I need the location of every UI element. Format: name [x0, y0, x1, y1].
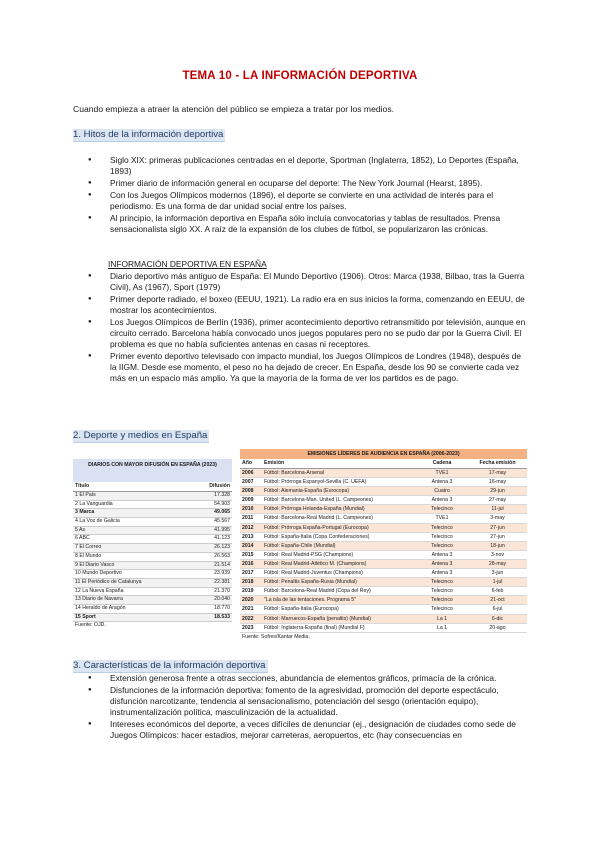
channel-cell: Antena 3: [431, 570, 453, 577]
emission-cell: Fútbol: Real Madrid-Juventus (Champions): [264, 570, 363, 577]
circulation-value: 41.123: [214, 535, 230, 542]
emission-cell: Fútbol: Alemania-España (Eurocopa): [264, 488, 350, 495]
table-row: [240, 615, 527, 624]
year-cell: 2011: [242, 515, 254, 522]
section-1-bullet-list: [88, 155, 528, 236]
table-body: [240, 469, 527, 633]
channel-cell: Telecinco: [431, 606, 453, 613]
table-row: [240, 487, 527, 496]
date-cell: 16-may: [488, 479, 507, 486]
date-cell: 6-jul: [492, 606, 503, 613]
emission-cell: Fútbol: Prórroga España-Portugal (Eurocopa): [264, 524, 369, 531]
year-cell: 2010: [242, 506, 254, 513]
newspaper-circulation-table: [73, 459, 232, 638]
newspaper-title: 6 ABC: [75, 535, 90, 542]
date-cell: 6-feb: [491, 588, 504, 595]
newspaper-title: 11 El Periódico de Catalunya: [75, 578, 142, 585]
year-cell: 2008: [242, 488, 254, 495]
table-row: [240, 596, 527, 605]
channel-cell: TVE1: [435, 515, 449, 522]
year-cell: 2019: [242, 588, 254, 595]
circulation-value: 21.370: [214, 587, 230, 594]
newspaper-title: 7 El Correo: [75, 544, 102, 551]
list-item: ● Extensión generosa frente a otras secciones, abundancia de elementos gráficos, primacía de la crónica.: [88, 673, 528, 684]
date-cell: 28-may: [488, 560, 507, 567]
circulation-value: 21.514: [214, 561, 230, 568]
table-row: [240, 560, 527, 569]
emission-cell: Fútbol: Prórroga Espanyol-Sevilla (C. UEFA): [264, 479, 367, 486]
year-cell: 2018: [242, 579, 254, 586]
list-item: ● Intereses económicos del deporte, a veces difíciles de denunciar (ej., designación de ciudades como sede de Juegos Olímpicos: hacer estadios, mejorar carreteras, aeropuertos, etc (hay consecuencias en: [88, 719, 528, 741]
date-cell: 27-jun: [490, 533, 505, 540]
header-emission: Emisión: [264, 460, 285, 466]
channel-cell: Telecinco: [431, 533, 453, 540]
emission-cell: Fútbol: España-Italia (Eurocopa): [264, 606, 339, 613]
channel-cell: Telecinco: [431, 579, 453, 586]
table-header: [73, 482, 232, 492]
emission-cell: Fútbol: Barcelona-Man. United (L. Campeones): [264, 497, 373, 504]
date-cell: 17-may: [488, 470, 507, 476]
date-cell: 11-jul: [491, 506, 504, 513]
channel-cell: Cuatro: [434, 488, 450, 495]
circulation-value: 26.563: [214, 552, 230, 559]
table-row: [240, 542, 527, 551]
newspaper-title: 14 Heraldo de Aragón: [75, 604, 126, 611]
year-cell: 2016: [242, 560, 254, 567]
newspaper-title: 8 El Mundo: [75, 552, 102, 559]
circulation-value: 22.381: [214, 578, 230, 585]
table-row: [73, 562, 232, 571]
table-row: [240, 551, 527, 560]
year-cell: 2013: [242, 533, 254, 540]
table-row: [73, 509, 232, 518]
emission-cell: Fútbol: Inglaterra-España (final) (Mundial F): [264, 624, 365, 631]
table-row: [240, 524, 527, 533]
circulation-value: 41.995: [214, 526, 230, 533]
table-caption: DIARIOS CON MAYOR DIFUSIÓN EN ESPAÑA (2023): [73, 459, 232, 482]
year-cell: 2022: [242, 615, 254, 622]
section-3-heading: 3. Características de la información deportiva: [73, 660, 266, 671]
table-row: [240, 569, 527, 578]
newspaper-title: 13 Diario de Navarra: [75, 596, 123, 603]
header-circulation: Difusión: [209, 483, 230, 489]
table-row: [73, 544, 232, 553]
date-cell: 20-ago: [489, 624, 506, 631]
year-cell: 2009: [242, 497, 254, 504]
emission-cell: Fútbol: España-Italia (Copa Confederaciones): [264, 533, 370, 540]
emission-cell: Fútbol: España-Chile (Mundial): [264, 542, 336, 549]
spain-bullet-list: [88, 271, 528, 385]
channel-cell: La 1: [436, 624, 448, 631]
channel-cell: Telecinco: [431, 506, 453, 513]
channel-cell: Telecinco: [431, 597, 453, 604]
emission-cell: Fútbol: Penaltis España-Rusia (Mundial): [264, 579, 357, 586]
emission-cell: Fútbol: Barcelona-Real Madrid (L. Campeones): [264, 515, 373, 522]
date-cell: 27-jun: [490, 524, 505, 531]
list-item: ● Siglo XIX: primeras publicaciones centradas en el deporte, Sportman (Inglaterra, 1852), Lo Deportes (España, 1893): [88, 155, 528, 177]
channel-cell: Telecinco: [431, 524, 453, 531]
emission-cell: Fútbol: Barcelona-Arsenal: [264, 470, 324, 476]
table-row: [73, 535, 232, 544]
emission-cell: Fútbol: Real Madrid-Atlético M. (Champions): [264, 560, 367, 567]
table-row: [73, 518, 232, 527]
section-2-heading: 2. Deporte y medios en España: [73, 430, 208, 441]
date-cell: 27-may: [488, 497, 507, 504]
newspaper-title: 2 La Vanguardia: [75, 500, 113, 507]
channel-cell: TVE1: [435, 470, 449, 476]
section-1-heading: 1. Hitos de la información deportiva: [73, 129, 224, 140]
table-row: [240, 578, 527, 587]
year-cell: 2017: [242, 570, 254, 577]
list-item: ● Los Juegos Olímpicos de Berlín (1936), primer acontecimiento deportivo retransmitido por televisión, aunque en circuito cerrado. Barcelona había convocado unos juegos populares pero no se pudo dar por la Guerra Civil. El problema es que no había suficientes antenas en casas ni receptores.: [88, 317, 528, 350]
circulation-value: 49.065: [214, 509, 230, 516]
emission-cell: Fútbol: Prórroga Holanda-España (Mundial): [264, 506, 365, 513]
table-row: [240, 496, 527, 505]
date-cell: 3-jun: [491, 570, 504, 577]
year-cell: 2023: [242, 624, 254, 631]
table-row: [73, 614, 232, 623]
page-title: TEMA 10 - LA INFORMACIÓN DEPORTIVA: [182, 70, 418, 82]
subheading-spain: INFORMACIÓN DEPORTIVA EN ESPAÑA: [108, 259, 267, 269]
newspaper-title: 9 El Diario Vasco: [75, 561, 115, 568]
date-cell: 3-nov: [491, 551, 504, 558]
channel-cell: Telecinco: [431, 588, 453, 595]
table-row: [73, 605, 232, 614]
header-year: Año: [242, 460, 253, 466]
table-caption: EMISIONES LÍDERES DE AUDIENCIA EN ESPAÑA (2006-2023): [240, 449, 527, 459]
table-header: [240, 459, 527, 469]
table-row: [73, 527, 232, 536]
newspaper-title: 10 Mundo Deportivo: [75, 570, 122, 577]
newspaper-title: 4 La Voz de Galicia: [75, 518, 120, 525]
intro-paragraph: Cuando empieza a atraer la atención del público se empieza a tratar por los medios.: [73, 104, 395, 114]
list-item: ● Primer deporte radiado, el boxeo (EEUU, 1921). La radio era en sus inicios la forma, comenzando en EEUU, de mostrar los acontecimientos.: [88, 294, 528, 316]
table-row: [240, 478, 527, 487]
channel-cell: Telecinco: [431, 542, 453, 549]
year-cell: 2020: [242, 597, 254, 604]
date-cell: 1-jul: [492, 579, 503, 586]
channel-cell: Antena 3: [431, 551, 453, 558]
table-row: [240, 624, 527, 633]
newspaper-title: 3 Marca: [75, 509, 95, 516]
table-row: [73, 553, 232, 562]
date-cell: 6-dic: [491, 615, 504, 622]
emission-cell: Fútbol: Barcelona-Real Madrid (Copa del Rey): [264, 588, 371, 595]
header-channel: Cadena: [432, 460, 452, 466]
audience-leaders-table: [240, 449, 527, 648]
year-cell: 2014: [242, 542, 254, 549]
year-cell: 2007: [242, 479, 254, 486]
section-3-bullet-list: [88, 673, 528, 742]
channel-cell: Antena 3: [431, 497, 453, 504]
circulation-value: 45.567: [214, 518, 230, 525]
channel-cell: Antena 3: [431, 560, 453, 567]
circulation-value: 18.533: [214, 613, 230, 620]
year-cell: 2021: [242, 606, 254, 613]
date-cell: 21-oct: [490, 597, 505, 604]
circulation-value: 20.040: [214, 596, 230, 603]
table-row: [73, 596, 232, 605]
table-row: [73, 588, 232, 597]
circulation-value: 26.123: [214, 544, 230, 551]
table-row: [240, 533, 527, 542]
table-row: [73, 501, 232, 510]
newspaper-title: 12 La Nueva España: [75, 587, 124, 594]
list-item: ● Primer evento deportivo televisado con impacto mundial, los Juegos Olímpicos de Londres (1948), después de la IIGM. Desde ese momento, el peso no ha dejado de crecer. En España, desde los 90 se convierte cada vez más en un espacio más amplio. Ya que la mayoría de la forma de ver los partidos es de pago.: [88, 351, 528, 384]
date-cell: 3-may: [490, 515, 505, 522]
newspaper-title: 1 El País: [75, 492, 96, 498]
list-item: ● Primer diario de información general en ocuparse del deporte: The New York Journal (Hearst, 1895).: [88, 178, 528, 189]
newspaper-title: 5 As: [75, 526, 86, 533]
table-row: [240, 605, 527, 614]
table-row: [73, 492, 232, 501]
circulation-value: 18.770: [214, 604, 230, 611]
list-item: ● Al principio, la información deportiva en España sólo incluía convocatorias y tablas de resultados. Prensa sensacionalista siglo XX. A raíz de la expansión de los clubes de fútbol, se popularizaron las crónicas.: [88, 213, 528, 235]
table-body: [73, 492, 232, 622]
table-row: [73, 570, 232, 579]
date-cell: 29-jun: [490, 488, 505, 495]
header-date: Fecha emisión: [479, 460, 516, 466]
table-source: Fuente: OJD.: [75, 622, 106, 629]
circulation-value: 23.939: [214, 570, 230, 577]
table-row: [240, 505, 527, 514]
channel-cell: La 1: [436, 615, 448, 622]
year-cell: 2012: [242, 524, 254, 531]
circulation-value: 54.903: [214, 500, 230, 507]
list-item: ● Con los Juegos Olímpicos modernos (1896), el deporte se convierte en una actividad de interés para el periodismo. Es una forma de dar unidad social entre los países.: [88, 190, 528, 212]
table-row: [73, 579, 232, 588]
date-cell: 18-jun: [490, 542, 505, 549]
header-title: Título: [75, 483, 90, 489]
table-source: Fuente: Sofres/Kantar Media.: [242, 633, 310, 640]
year-cell: 2015: [242, 551, 254, 558]
table-row: [240, 514, 527, 523]
emission-cell: "La isla de las tentaciones. Programa 5": [264, 597, 356, 604]
list-item: ● Diario deportivo más antiguo de España: El Mundo Deportivo (1906). Otros: Marca (1938, Bilbao, tras la Guerra Civil), As (1967), Sport (1979): [88, 271, 528, 293]
channel-cell: Antena 3: [431, 479, 453, 486]
circulation-value: 17.328: [214, 492, 230, 498]
list-item: ● Disfunciones de la información deportiva: fomento de la agresividad, promoción del deporte espectáculo, disfunción narcotizante, tendencia al sensacionalismo, potenciación del sesgo (orientación equipo), instrumentalización política, masculinización de la actualidad.: [88, 685, 528, 718]
newspaper-title: 15 Sport: [75, 613, 96, 620]
emission-cell: Fútbol: Marruecos-España (penaltis) (Mundial): [264, 615, 371, 622]
table-row: [240, 469, 527, 478]
table-row: [240, 587, 527, 596]
emission-cell: Fútbol: Real Madrid-PSG (Champions): [264, 551, 354, 558]
year-cell: 2006: [242, 470, 254, 476]
